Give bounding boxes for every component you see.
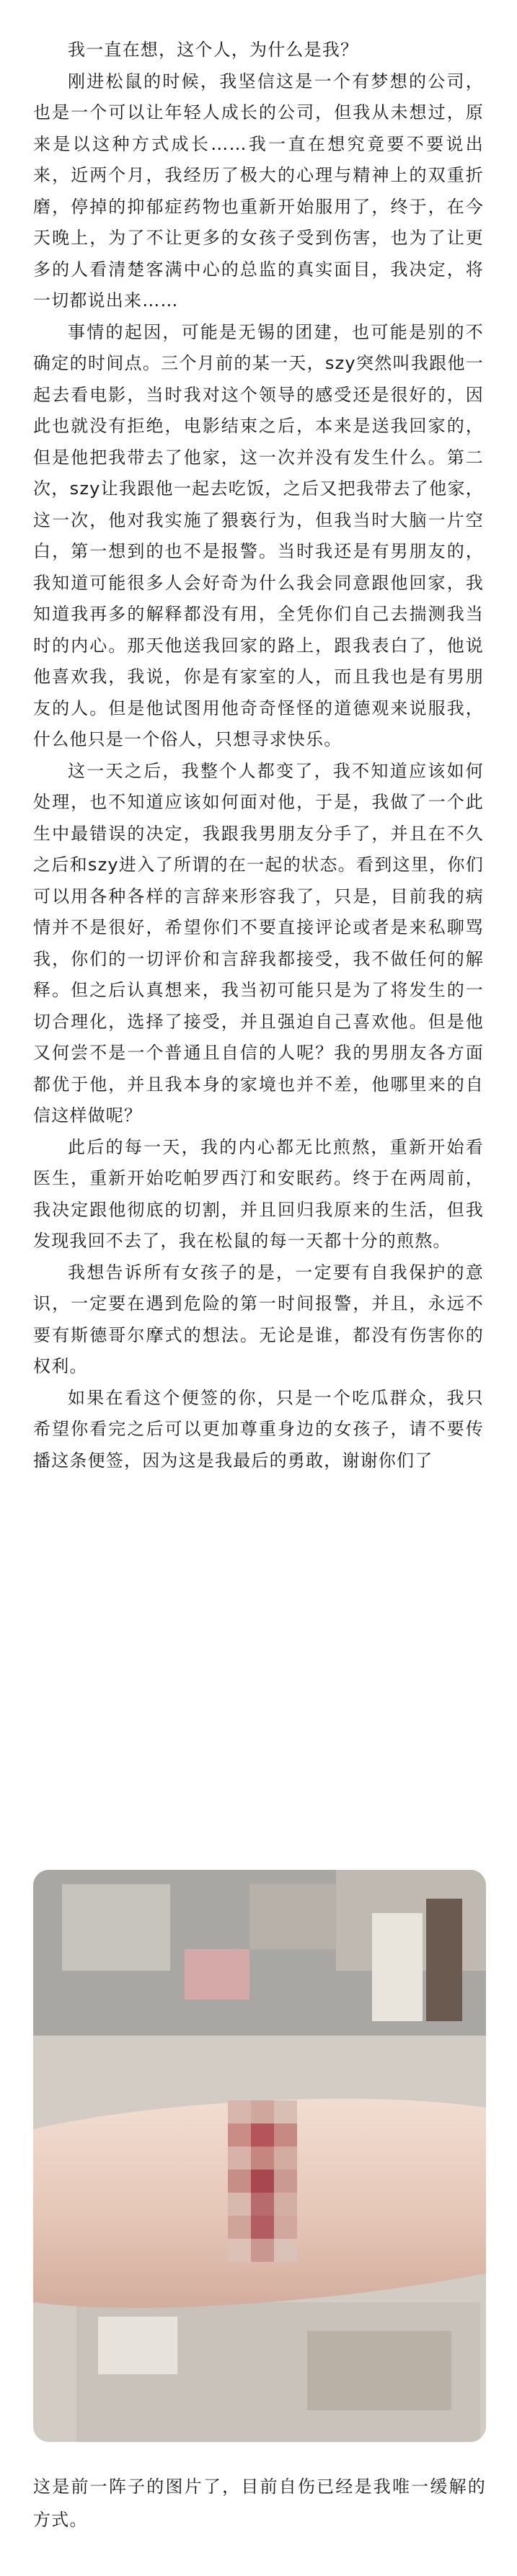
paragraph: 事情的起因，可能是无锡的团建，也可能是别的不确定的时间点。三个月前的某一天，szy突然叫我跟他一起去看电影，当时我对这个领导的感受还是很好的，因此也就没有拒绝，电影结束之后，本来是送我回家的，但是他把我带去了他家，这一次并没有发生什么。第二次，szy让我跟他一起去吃饭，之后又把我带去了他家，这一次，他对我实施了猥亵行为，但我当时大脑一片空白，第一想到的也不是报警。当时我还是有男朋友的，我知道可能很多人会好奇为什么我会同意跟他回家，我知道我再多的解释都没有用，全凭你们自己去揣测我当时的内心。那天他送我回家的路上，跟我表白了，他说他喜欢我，我说，你是有家室的人，而且我也是有男朋友的人。但是他试图用他奇奇怪怪的道德观来说服我，什么他只是一个俗人，只想寻求快乐。 bbox=[33, 321, 484, 749]
paragraph: 如果在看这个便签的你，只是一个吃瓜群众，我只希望你看完之后可以更加尊重身边的女孩子，请不要传播这条便签，因为这是我最后的勇敢，谢谢你们了 bbox=[33, 1387, 484, 1471]
paragraph: 我想告诉所有女孩子的是，一定要有自我保护的意识，一定要在遇到危险的第一时间报警，并且，永远不要有斯德哥尔摩式的想法。无论是谁，都没有伤害你的权利。 bbox=[33, 1262, 484, 1376]
paragraph: 我一直在想，这个人，为什么是我？ bbox=[68, 40, 359, 60]
paragraph: 此后的每一天，我的内心都无比煎熬，重新开始看医生，重新开始吃帕罗西汀和安眠药。终于在两周前，我决定跟他彻底的切割，并且回归我原来的生活，但我发现我回不去了，我在松鼠的每一天都十分的煎熬。 bbox=[33, 1136, 484, 1251]
paragraph: 刚进松鼠的时候，我坚信这是一个有梦想的公司，也是一个可以让年轻人成长的公司，但我从未想过，原来是以这种方式成长……我一直在想究竟要不要说出来，近两个月，我经历了极大的心理与精神上的双重折磨，停掉的抑郁症药物也重新开始服用了，终于，在今天晚上，为了不让更多的女孩子受到伤害，也为了让更多的人看清楚客满中心的总监的真实面目，我决定，将一切都说出来…… bbox=[33, 71, 484, 311]
note-body bbox=[33, 35, 484, 1476]
photo-illustration bbox=[33, 1870, 486, 2442]
attached-photo[interactable] bbox=[33, 1870, 486, 2442]
photo-caption: 这是前一阵子的图片了，目前自伤已经是我唯一缓解的方式。 bbox=[33, 2477, 486, 2530]
paragraph: 这一天之后，我整个人都变了，我不知道应该如何处理，也不知道应该如何面对他，于是，我做了一个此生中最错误的决定，我跟我男朋友分手了，并且在不久之后和szy进入了所谓的在一起的状态。看到这里，你们可以用各种各样的言辞来形容我了，只是，目前我的病情并不是很好，希望你们不要直接评论或者是来私聊骂我，你们的一切评价和言辞我都接受，我不做任何的解释。但之后认真想来，我当初可能只是为了将发生的一切合理化，选择了接受，并且强迫自己喜欢他。但是他又何尝不是一个普通且自信的人呢？我的男朋友各方面都优于他，并且我本身的家境也并不差，他哪里来的自信这样做呢？ bbox=[33, 760, 484, 1126]
